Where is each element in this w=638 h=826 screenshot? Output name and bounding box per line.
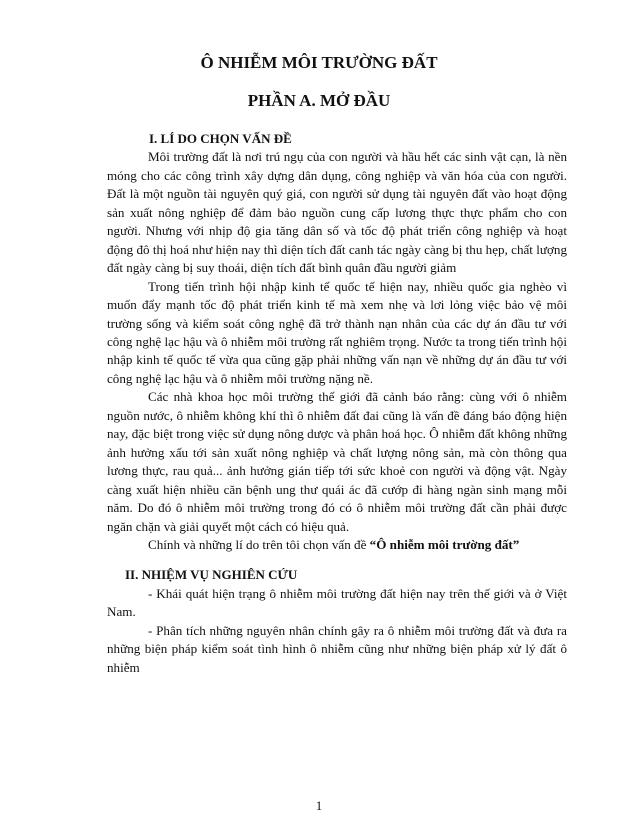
paragraph: Trong tiến trình hội nhập kinh tế quốc tế hiện nay, nhiều quốc gia nghèo vì muốn đẩy mạnh tốc độ phát triển kinh tế mà xem nhẹ và lơi lỏng việc bảo vệ môi trường sống và kiểm soát công nghệ đã trở thành nạn nhân của các dự án đầu tư với công nghệ lạc hậu và ô nhiễm môi trường rất nghiêm trọng. Nước ta trong tiến trình hội nhập kinh tế quốc tế vừa qua cũng gặp phải những vấn nạn về những dự án đầu tư với công nghệ lạc hậu và ô nhiễm môi trường nặng nề. bbox=[107, 278, 567, 386]
section-heading-tasks: II. NHIỆM VỤ NGHIÊN CỨU bbox=[125, 567, 298, 583]
document-body bbox=[107, 130, 567, 677]
task-item: - Phân tích những nguyên nhân chính gây ra ô nhiễm môi trường đất và đưa ra những biện pháp kiểm soát tình hình ô nhiễm cũng như những biện pháp xử lý đất ô nhiễm bbox=[107, 622, 567, 675]
page-number: 1 bbox=[315, 798, 323, 813]
document-title: Ô NHIỄM MÔI TRƯỜNG ĐẤT bbox=[200, 53, 438, 72]
closing-text: Chính và những lí do trên tôi chọn vấn đề bbox=[148, 536, 370, 552]
closing-paragraph bbox=[107, 536, 567, 554]
part-heading: PHẦN A. MỞ ĐẦU bbox=[247, 91, 391, 110]
paragraph: Môi trường đất là nơi trú ngụ của con người và hầu hết các sinh vật cạn, là nền móng cho các công trình xây dựng dân dụng, công nghiệp và văn hóa của con người. Đất là một nguồn tài nguyên quý giá, con người sử dụng tài nguyên đất vào hoạt động sản xuất nông nghiệp để đảm bảo nguồn cung cấp lương thực thực phẩm cho con người. Nhưng với nhịp độ gia tăng dân số và tốc độ phát triển công nghiệp và hoạt động đô thị hoá như hiện nay thì diện tích đất canh tác ngày càng bị thu hẹp, chất lượng đất ngày càng bị suy thoái, diện tích đất bình quân đầu người giảm bbox=[107, 149, 567, 276]
topic-title: “Ô nhiễm môi trường đất” bbox=[369, 536, 520, 552]
paragraph: Các nhà khoa học môi trường thế giới đã cảnh báo rằng: cùng với ô nhiễm nguồn nước, ô nhiễm không khí thì ô nhiễm đất đai cũng là vấn đề đáng báo động hiện nay, đặc biệt trong việc sử dụng nông dược và phân hoá học. Ô nhiễm đất không những ảnh hưởng xấu tới sản xuất nông nghiệp và chất lượng nông sản, mà còn thông qua lương thực, rau quả... ảnh hưởng gián tiếp tới sức khoẻ con người và động vật. Ngày càng xuất hiện nhiều căn bệnh ung thư quái ác đã cướp đi hàng ngàn sinh mạng mỗi năm. Do đó ô nhiễm môi trường trong đó có ô nhiễm môi trường đất cần phải được ngăn chặn và giải quyết một cách có hiệu quả. bbox=[107, 389, 567, 534]
section-heading-reason: I. LÍ DO CHỌN VẤN ĐỀ bbox=[149, 131, 292, 146]
task-item: - Khái quát hiện trạng ô nhiễm môi trường đất hiện nay trên thế giới và ở Việt Nam. bbox=[107, 585, 567, 620]
